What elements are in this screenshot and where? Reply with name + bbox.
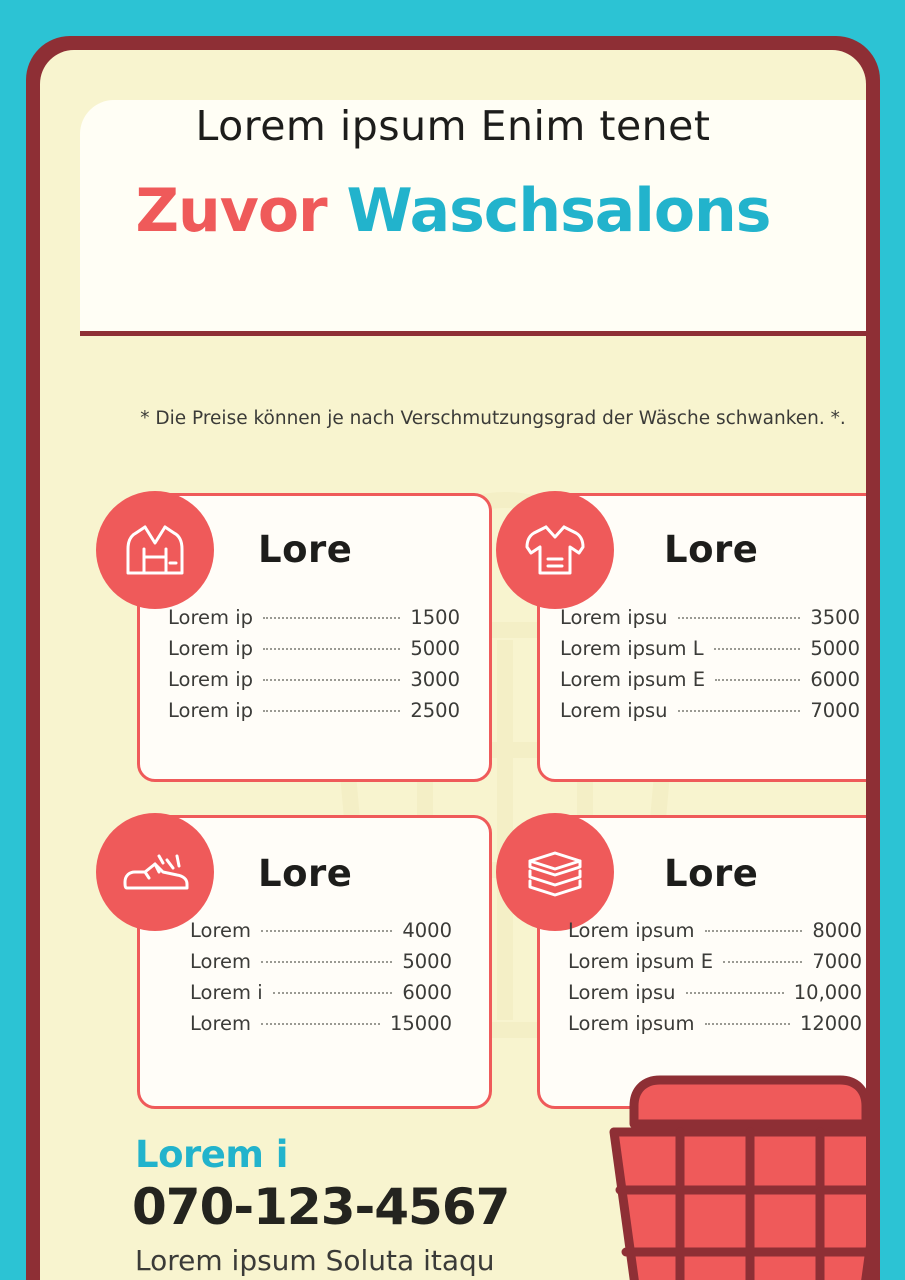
dot-leader xyxy=(714,648,801,650)
price-value: 3500 xyxy=(810,606,860,629)
price-row xyxy=(568,919,862,950)
card-title: Lore xyxy=(258,528,353,571)
price-row xyxy=(560,637,860,668)
price-value: 3000 xyxy=(410,668,460,691)
dot-leader xyxy=(263,710,400,712)
price-row xyxy=(190,981,452,1012)
price-label: Lorem ipsu xyxy=(560,699,668,722)
suit-jacket-icon xyxy=(96,491,214,609)
dot-leader xyxy=(273,992,393,994)
header-divider xyxy=(80,331,866,336)
price-label: Lorem ip xyxy=(168,637,254,660)
price-row xyxy=(168,637,460,668)
shirt-icon xyxy=(496,491,614,609)
price-label: Lorem ipsum L xyxy=(560,637,704,660)
price-value: 5000 xyxy=(810,637,860,660)
dot-leader xyxy=(263,617,400,619)
price-row xyxy=(168,606,460,637)
poster-frame-inner xyxy=(40,50,866,1280)
price-value: 7000 xyxy=(810,699,860,722)
price-label: Lorem ipsu xyxy=(560,606,668,629)
dot-leader xyxy=(263,648,400,650)
shoe-icon xyxy=(96,813,214,931)
price-value: 5000 xyxy=(410,637,460,660)
price-label: Lorem xyxy=(190,950,252,973)
dot-leader xyxy=(261,1023,380,1025)
dot-leader xyxy=(261,930,392,932)
price-row xyxy=(568,981,862,1012)
price-value: 1500 xyxy=(410,606,460,629)
phone-number[interactable]: 070-123-4567 xyxy=(132,1178,510,1236)
price-value: 2500 xyxy=(410,699,460,722)
price-label: Lorem ip xyxy=(168,699,254,722)
price-value: 8000 xyxy=(812,919,862,942)
price-value: 6000 xyxy=(402,981,452,1004)
price-row xyxy=(168,699,460,730)
card-title: Lore xyxy=(664,528,759,571)
laundry-basket-icon xyxy=(600,1060,866,1280)
price-label: Lorem ipsum E xyxy=(568,950,714,973)
price-row xyxy=(190,919,452,950)
price-label: Lorem ip xyxy=(168,668,254,691)
price-row xyxy=(560,699,860,730)
price-row xyxy=(190,1012,452,1043)
card-title: Lore xyxy=(664,852,759,895)
card-title: Lore xyxy=(258,852,353,895)
price-list xyxy=(190,919,452,1043)
brand-title xyxy=(40,176,866,246)
contact-label: Lorem i xyxy=(135,1133,288,1176)
dot-leader xyxy=(705,930,803,932)
price-row xyxy=(568,1012,862,1043)
dot-leader xyxy=(678,617,801,619)
dot-leader xyxy=(263,679,400,681)
price-row xyxy=(560,668,860,699)
price-label: Lorem ipsum E xyxy=(560,668,706,691)
price-list xyxy=(560,606,860,730)
price-label: Lorem ipsu xyxy=(568,981,676,1004)
price-disclaimer: * Die Preise können je nach Verschmutzungsgrad der Wäsche schwanken. *. xyxy=(140,408,846,429)
price-row xyxy=(568,950,862,981)
price-label: Lorem ip xyxy=(168,606,254,629)
brand-word-first: Zuvor xyxy=(135,176,327,246)
page-title: Lorem ipsum Enim tenet xyxy=(195,102,711,150)
price-label: Lorem i xyxy=(190,981,263,1004)
dot-leader xyxy=(261,961,392,963)
dot-leader xyxy=(678,710,801,712)
price-value: 7000 xyxy=(812,950,862,973)
price-label: Lorem xyxy=(190,919,252,942)
price-row xyxy=(168,668,460,699)
dot-leader xyxy=(715,679,800,681)
price-value: 6000 xyxy=(810,668,860,691)
price-value: 5000 xyxy=(402,950,452,973)
price-label: Lorem ipsum xyxy=(568,1012,695,1035)
brand-word-second: Waschsalons xyxy=(346,176,771,246)
folded-towels-icon xyxy=(496,813,614,931)
price-row xyxy=(560,606,860,637)
price-row xyxy=(190,950,452,981)
price-label: Lorem xyxy=(190,1012,252,1035)
price-list xyxy=(568,919,862,1043)
price-value: 12000 xyxy=(799,1012,862,1035)
price-value: 15000 xyxy=(389,1012,452,1035)
price-list xyxy=(168,606,460,730)
dot-leader xyxy=(723,961,802,963)
dot-leader xyxy=(686,992,784,994)
price-label: Lorem ipsum xyxy=(568,919,695,942)
dot-leader xyxy=(705,1023,790,1025)
price-value: 4000 xyxy=(402,919,452,942)
price-value: 10,000 xyxy=(793,981,862,1004)
address-text: Lorem ipsum Soluta itaqu xyxy=(135,1244,495,1277)
